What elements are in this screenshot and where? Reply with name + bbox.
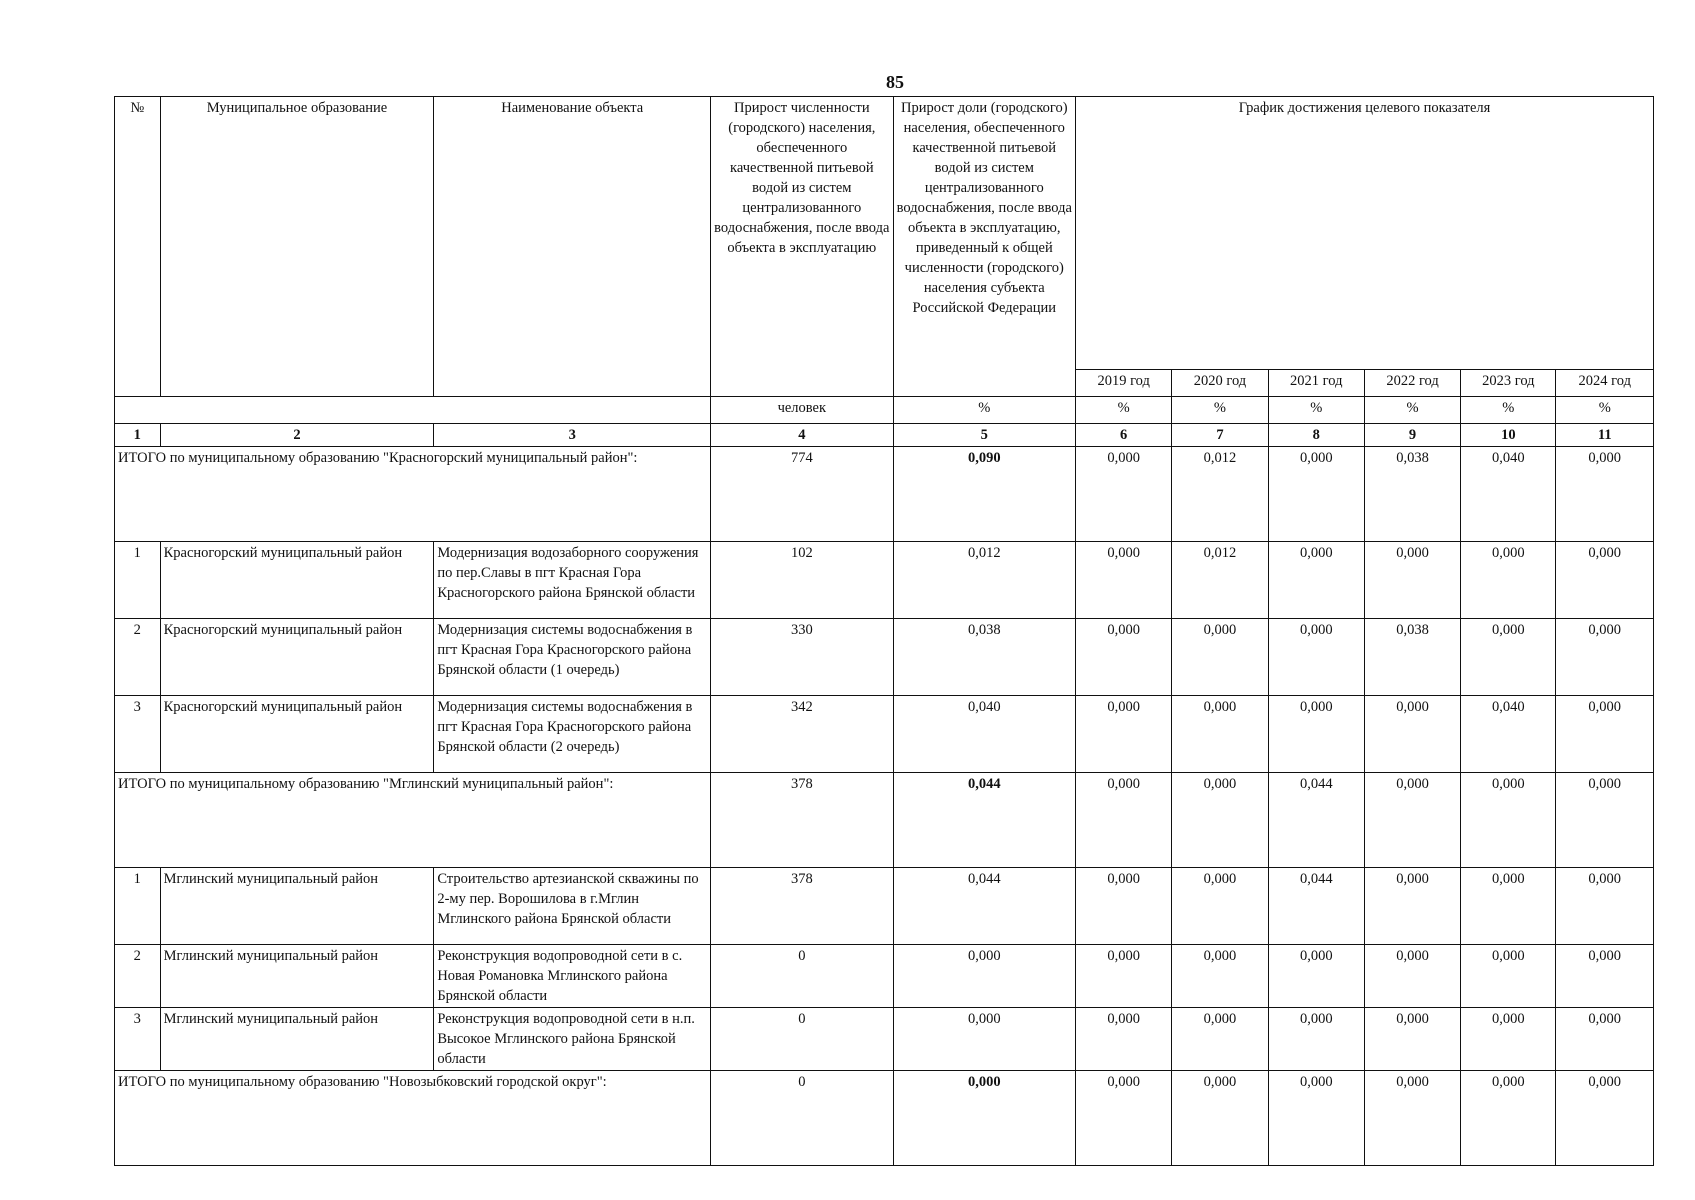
object-row <box>115 945 1654 1008</box>
year-value-cell: 0,000 <box>1076 542 1172 619</box>
column-number-cell: 3 <box>434 424 711 447</box>
year-value-cell: 0,012 <box>1172 542 1268 619</box>
year-header-cell: 2021 год <box>1268 370 1364 397</box>
total-year-value: 0,000 <box>1556 1071 1654 1166</box>
people-cell: 0 <box>711 1008 893 1071</box>
object-name-cell: Реконструкция водопроводной сети в с. Новая Романовка Мглинского района Брянской области <box>434 945 711 1008</box>
total-year-value: 0,000 <box>1268 447 1364 542</box>
year-value-cell: 0,000 <box>1076 696 1172 773</box>
object-row <box>115 696 1654 773</box>
column-number-cell: 10 <box>1461 424 1556 447</box>
total-year-value: 0,000 <box>1172 773 1268 868</box>
year-value-cell: 0,000 <box>1556 945 1654 1008</box>
row-number-cell: 3 <box>115 1008 161 1071</box>
share-cell: 0,038 <box>893 619 1075 696</box>
total-year-value: 0,000 <box>1076 447 1172 542</box>
object-name-cell: Модернизация водозаборного сооружения по пер.Славы в пгт Красная Гора Красногорского района Брянской области <box>434 542 711 619</box>
year-value-cell: 0,000 <box>1461 1008 1556 1071</box>
total-year-value: 0,000 <box>1556 773 1654 868</box>
object-row <box>115 1008 1654 1071</box>
header-population-growth: Прирост численности (городского) населения, обеспеченного качественной питьевой водой из систем централизованного водоснабжения, после ввода объекта в эксплуатацию <box>711 97 893 397</box>
total-label: ИТОГО по муниципальному образованию "Новозыбковский городской округ": <box>115 1071 711 1166</box>
total-row <box>115 447 1654 542</box>
column-number-cell: 5 <box>893 424 1075 447</box>
total-share-cell: 0,044 <box>893 773 1075 868</box>
unit-people-cell: человек <box>711 397 893 424</box>
year-value-cell: 0,000 <box>1364 868 1460 945</box>
unit-percent-cell: % <box>1076 397 1172 424</box>
row-number-cell: 2 <box>115 619 161 696</box>
year-value-cell: 0,040 <box>1461 696 1556 773</box>
year-header-cell: 2022 год <box>1364 370 1460 397</box>
year-value-cell: 0,000 <box>1268 542 1364 619</box>
total-year-value: 0,000 <box>1076 1071 1172 1166</box>
total-year-value: 0,038 <box>1364 447 1460 542</box>
object-name-cell: Строительство артезианской скважины по 2-му пер. Ворошилова в г.Мглин Мглинского района Брянской области <box>434 868 711 945</box>
share-cell: 0,000 <box>893 945 1075 1008</box>
total-people-cell: 774 <box>711 447 893 542</box>
municipality-cell: Мглинский муниципальный район <box>160 945 434 1008</box>
year-value-cell: 0,044 <box>1268 868 1364 945</box>
total-label: ИТОГО по муниципальному образованию "Красногорский муниципальный район": <box>115 447 711 542</box>
object-name-cell: Реконструкция водопроводной сети в н.п. Высокое Мглинского района Брянской области <box>434 1008 711 1071</box>
share-cell: 0,040 <box>893 696 1075 773</box>
year-value-cell: 0,000 <box>1076 1008 1172 1071</box>
total-year-value: 0,000 <box>1076 773 1172 868</box>
row-number-cell: 1 <box>115 542 161 619</box>
total-row <box>115 1071 1654 1166</box>
column-number-cell: 1 <box>115 424 161 447</box>
total-year-value: 0,000 <box>1364 1071 1460 1166</box>
row-number-cell: 2 <box>115 945 161 1008</box>
total-row <box>115 773 1654 868</box>
header-object: Наименование объекта <box>434 97 711 397</box>
header-municipality: Муниципальное образование <box>160 97 434 397</box>
municipality-cell: Красногорский муниципальный район <box>160 696 434 773</box>
share-cell: 0,044 <box>893 868 1075 945</box>
year-value-cell: 0,000 <box>1556 696 1654 773</box>
column-number-cell: 2 <box>160 424 434 447</box>
year-value-cell: 0,000 <box>1172 619 1268 696</box>
people-cell: 378 <box>711 868 893 945</box>
year-value-cell: 0,000 <box>1076 619 1172 696</box>
people-cell: 342 <box>711 696 893 773</box>
year-value-cell: 0,000 <box>1364 696 1460 773</box>
year-header-cell: 2023 год <box>1461 370 1556 397</box>
municipality-cell: Мглинский муниципальный район <box>160 868 434 945</box>
object-name-cell: Модернизация системы водоснабжения в пгт Красная Гора Красногорского района Брянской области (1 очередь) <box>434 619 711 696</box>
year-value-cell: 0,038 <box>1364 619 1460 696</box>
object-row <box>115 619 1654 696</box>
municipality-cell: Мглинский муниципальный район <box>160 1008 434 1071</box>
people-cell: 330 <box>711 619 893 696</box>
column-number-cell: 11 <box>1556 424 1654 447</box>
year-value-cell: 0,000 <box>1268 619 1364 696</box>
total-year-value: 0,044 <box>1268 773 1364 868</box>
row-number-cell: 3 <box>115 696 161 773</box>
total-year-value: 0,000 <box>1556 447 1654 542</box>
share-cell: 0,000 <box>893 1008 1075 1071</box>
object-row <box>115 542 1654 619</box>
year-value-cell: 0,000 <box>1268 696 1364 773</box>
year-value-cell: 0,000 <box>1364 945 1460 1008</box>
total-year-value: 0,000 <box>1172 1071 1268 1166</box>
year-value-cell: 0,000 <box>1556 542 1654 619</box>
header-share-growth: Прирост доли (городского) населения, обеспеченного качественной питьевой водой из систем централизованного водоснабжения, после ввода объекта в эксплуатацию, приведенный к общей численности (городского) населения субъекта Российской Федерации <box>893 97 1075 397</box>
page-number: 85 <box>886 72 904 92</box>
total-label: ИТОГО по муниципальному образованию "Мглинский муниципальный район": <box>115 773 711 868</box>
year-value-cell: 0,000 <box>1172 945 1268 1008</box>
header-schedule: График достижения целевого показателя <box>1076 97 1654 370</box>
unit-percent-cell: % <box>1364 397 1460 424</box>
total-people-cell: 378 <box>711 773 893 868</box>
year-value-cell: 0,000 <box>1461 868 1556 945</box>
column-number-cell: 9 <box>1364 424 1460 447</box>
year-value-cell: 0,000 <box>1461 945 1556 1008</box>
column-number-cell: 4 <box>711 424 893 447</box>
total-year-value: 0,000 <box>1268 1071 1364 1166</box>
total-year-value: 0,000 <box>1364 773 1460 868</box>
total-year-value: 0,000 <box>1461 1071 1556 1166</box>
year-value-cell: 0,000 <box>1076 945 1172 1008</box>
total-year-value: 0,012 <box>1172 447 1268 542</box>
municipality-cell: Красногорский муниципальный район <box>160 542 434 619</box>
people-cell: 102 <box>711 542 893 619</box>
year-value-cell: 0,000 <box>1076 868 1172 945</box>
year-value-cell: 0,000 <box>1556 868 1654 945</box>
year-header-cell: 2019 год <box>1076 370 1172 397</box>
year-value-cell: 0,000 <box>1172 1008 1268 1071</box>
target-indicator-table <box>114 96 1654 1166</box>
year-value-cell: 0,000 <box>1364 542 1460 619</box>
total-share-cell: 0,000 <box>893 1071 1075 1166</box>
unit-percent-cell: % <box>893 397 1075 424</box>
year-value-cell: 0,000 <box>1268 945 1364 1008</box>
column-number-cell: 8 <box>1268 424 1364 447</box>
year-value-cell: 0,000 <box>1172 868 1268 945</box>
total-year-value: 0,000 <box>1461 773 1556 868</box>
year-value-cell: 0,000 <box>1268 1008 1364 1071</box>
total-year-value: 0,040 <box>1461 447 1556 542</box>
unit-percent-cell: % <box>1461 397 1556 424</box>
share-cell: 0,012 <box>893 542 1075 619</box>
year-value-cell: 0,000 <box>1461 619 1556 696</box>
unit-percent-cell: % <box>1268 397 1364 424</box>
total-people-cell: 0 <box>711 1071 893 1166</box>
object-row <box>115 868 1654 945</box>
year-value-cell: 0,000 <box>1556 619 1654 696</box>
year-header-cell: 2024 год <box>1556 370 1654 397</box>
total-share-cell: 0,090 <box>893 447 1075 542</box>
unit-cell-empty <box>115 397 711 424</box>
object-name-cell: Модернизация системы водоснабжения в пгт Красная Гора Красногорского района Брянской области (2 очередь) <box>434 696 711 773</box>
year-value-cell: 0,000 <box>1172 696 1268 773</box>
year-value-cell: 0,000 <box>1556 1008 1654 1071</box>
header-no: № <box>115 97 161 397</box>
unit-percent-cell: % <box>1556 397 1654 424</box>
year-value-cell: 0,000 <box>1461 542 1556 619</box>
year-header-cell: 2020 год <box>1172 370 1268 397</box>
municipality-cell: Красногорский муниципальный район <box>160 619 434 696</box>
unit-percent-cell: % <box>1172 397 1268 424</box>
row-number-cell: 1 <box>115 868 161 945</box>
column-number-cell: 7 <box>1172 424 1268 447</box>
column-number-cell: 6 <box>1076 424 1172 447</box>
year-value-cell: 0,000 <box>1364 1008 1460 1071</box>
people-cell: 0 <box>711 945 893 1008</box>
